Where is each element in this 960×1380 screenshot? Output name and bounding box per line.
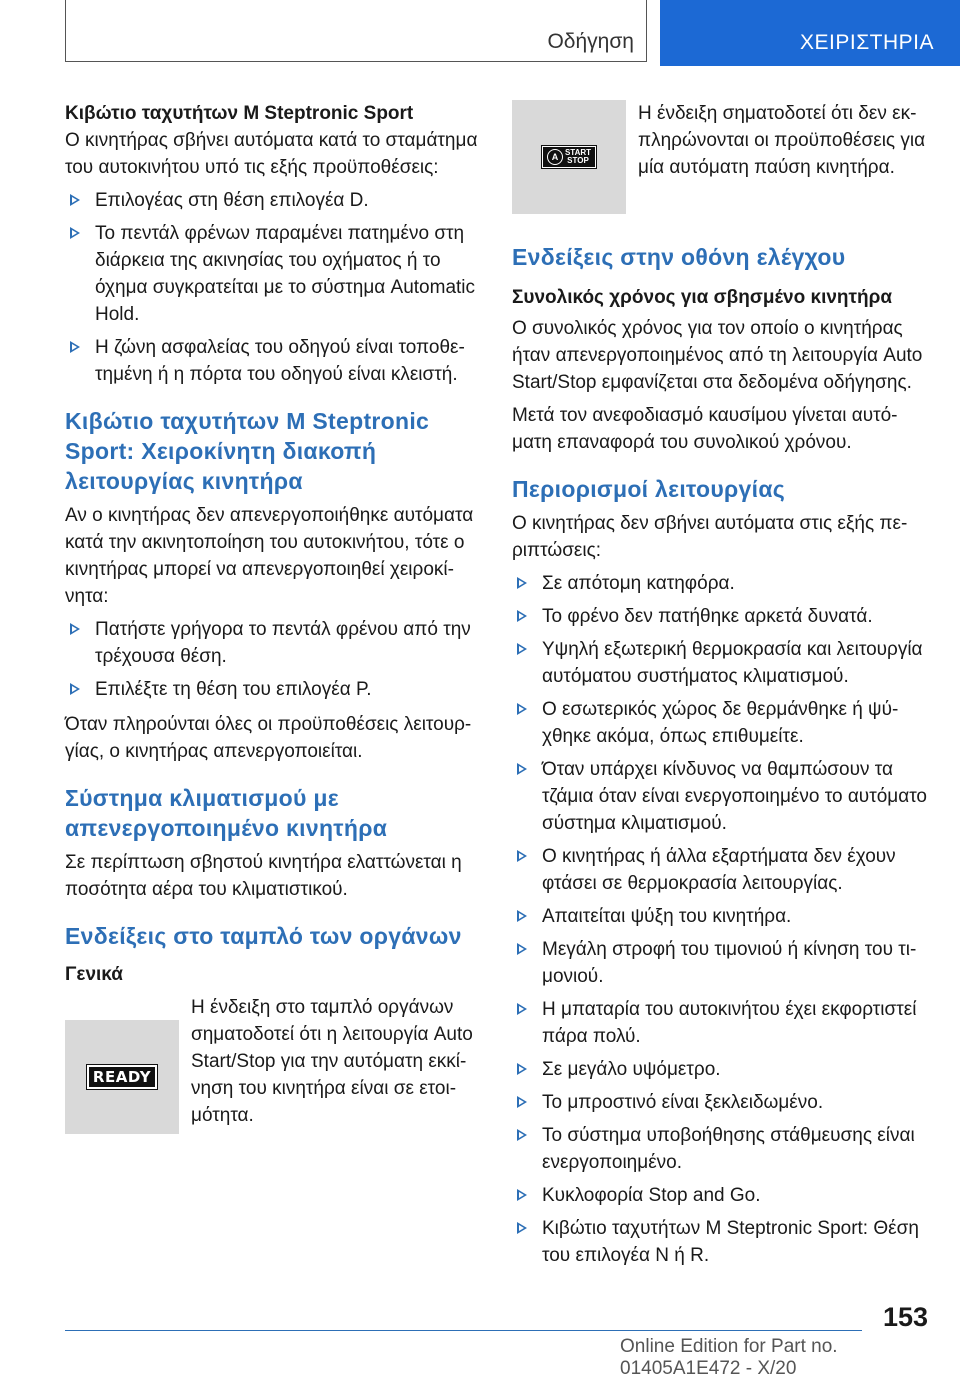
bullet-triangle-icon (517, 850, 527, 862)
heading-limitations: Περιορισμοί λειτουργίας (512, 476, 786, 502)
list-item: Η μπαταρία του αυτοκινήτου έχει εκφορτιστεί πάρα πολύ. (512, 996, 930, 1050)
list-item: Κυκλοφορία Stop and Go. (512, 1182, 930, 1209)
list-item: Όταν υπάρχει κίνδυνος να θαμπώσουν τα τζάμια όταν είναι ενεργοποιημένο το αυτόματο σύστημα κλιματισμού. (512, 756, 930, 837)
bullet-triangle-icon (517, 1129, 527, 1141)
list-item: Το φρένο δεν πατήθηκε αρκετά δυνατά. (512, 603, 930, 630)
autostop-figure-row (512, 100, 930, 214)
chapter-tab-label: ΧΕΙΡΙΣΤΗΡΙΑ (800, 31, 935, 54)
left-column (65, 100, 483, 1134)
subheading-total-time: Συνολικός χρόνος για σβησμένο κινητήρα (512, 287, 893, 308)
list-item: Το μπροστινό είναι ξεκλειδωμένο. (512, 1089, 930, 1116)
list-item: Κιβώτιο ταχυτήτων M Steptronic Sport: Θέση του επιλογέα N ή R. (512, 1215, 930, 1269)
bullet-triangle-icon (517, 1096, 527, 1108)
list-item: Επιλογέας στη θέση επιλογέα D. (65, 187, 483, 214)
bullet-triangle-icon (70, 683, 80, 695)
paragraph: Ο συνολικός χρόνος για τον οποίο ο κινητήρας ήταν απενεργοποιημένος από τη λειτουργία Auto Start/Stop εμφανίζεται στα δεδομένα οδήγησης. (512, 318, 923, 393)
heading-climate: Σύστημα κλιματισμού με απενεργοποιημένο κινητήρα (65, 785, 388, 841)
paragraph: Σε περίπτωση σβηστού κινητήρα ελαττώνεται η ποσότητα αέρα του κλιματιστικού. (65, 852, 462, 900)
footer-divider (65, 1330, 862, 1331)
bullet-triangle-icon (70, 194, 80, 206)
list-item: Η ζώνη ασφαλείας του οδηγού είναι τοποθετημένη ή η πόρτα του οδηγού είναι κλειστή. (65, 334, 483, 388)
subheading-steptronic: Κιβώτιο ταχυτήτων M Steptronic Sport (65, 103, 414, 124)
list-item: Σε μεγάλο υψόμετρο. (512, 1056, 930, 1083)
bullet-triangle-icon (517, 1063, 527, 1075)
heading-control-display: Ενδείξεις στην οθόνη ελέγχου (512, 244, 846, 270)
section-title: Οδήγηση (547, 30, 634, 53)
header-section-box (65, 0, 647, 62)
ready-figure-row (65, 994, 483, 1134)
bullet-triangle-icon (517, 577, 527, 589)
bullet-triangle-icon (517, 1003, 527, 1015)
condition-list (65, 187, 483, 388)
heading-manual-stop: Κιβώτιο ταχυτήτων M Steptronic Sport: Χειροκίνητη διακοπή λειτουργίας κινητήρα (65, 408, 430, 494)
paragraph: Όταν πληρούνται όλες οι προϋποθέσεις λειτουργίας, ο κινητήρας απενεργοποιείται. (65, 714, 472, 762)
list-item: Το πεντάλ φρένων παραμένει πατημένο στη διάρκεια της ακινησίας του οχήματος ή το όχημα συγκρατείται με το σύστημα Automatic Hold. (65, 220, 483, 328)
bullet-triangle-icon (517, 643, 527, 655)
list-item: Σε απότομη κατηφόρα. (512, 570, 930, 597)
list-item: Ο κινητήρας ή άλλα εξαρτήματα δεν έχουν φτάσει σε θερμοκρασία λειτουργίας. (512, 843, 930, 897)
list-item: Απαιτείται ψύξη του κινητήρα. (512, 903, 930, 930)
edition-info: Online Edition for Part no. 01405A1E472 - X/20 (620, 1336, 838, 1379)
paragraph: Ο κινητήρας σβήνει αυτόματα κατά το σταμάτημα του αυτοκινήτου υπό τις εξής προϋποθέσεις: (65, 130, 478, 178)
bullet-triangle-icon (517, 763, 527, 775)
bullet-triangle-icon (517, 910, 527, 922)
list-item: Επιλέξτε τη θέση του επιλογέα P. (65, 676, 483, 703)
bullet-triangle-icon (517, 610, 527, 622)
figure-caption: Η ένδειξη σηματοδοτεί ότι δεν εκπληρώνονται οι προϋποθέσεις για μία αυτόματη παύση κινητήρα. (638, 103, 926, 178)
ready-indicator-image (65, 1020, 179, 1134)
bullet-triangle-icon (70, 623, 80, 635)
paragraph: Μετά τον ανεφοδιασμό καυσίμου γίνεται αυτόματη επαναφορά του συνολικού χρόνου. (512, 405, 898, 453)
bullet-triangle-icon (70, 341, 80, 353)
ready-badge: READY (87, 1065, 157, 1089)
limitations-list (512, 570, 930, 1269)
heading-instrument-cluster: Ενδείξεις στο ταμπλό των οργάνων (65, 923, 462, 949)
list-item: Πατήστε γρήγορα το πεντάλ φρένου από την τρέχουσα θέση. (65, 616, 483, 670)
list-item: Ο εσωτερικός χώρος δε θερμάνθηκε ή ψύχθηκε ακόμα, όπως επιθυμείτε. (512, 696, 930, 750)
bullet-triangle-icon (70, 227, 80, 239)
bullet-triangle-icon (517, 943, 527, 955)
auto-start-stop-icon: A START STOP (542, 146, 596, 168)
bullet-triangle-icon (517, 1189, 527, 1201)
manual-stop-list (65, 616, 483, 703)
list-item: Υψηλή εξωτερική θερμοκρασία και λειτουργία αυτόματου συστήματος κλιματισμού. (512, 636, 930, 690)
paragraph: Ο κινητήρας δεν σβήνει αυτόματα στις εξής περιπτώσεις: (512, 513, 908, 561)
right-column (512, 100, 930, 1277)
bullet-triangle-icon (517, 1222, 527, 1234)
autostop-indicator-image (512, 100, 626, 214)
figure-caption: Η ένδειξη στο ταμπλό οργάνων σηματοδοτεί ότι η λειτουργία Auto Start/Stop για την αυτόματη εκκίνηση του κινητήρα είναι σε ετοιμότητα. (191, 997, 473, 1126)
subheading-general: Γενικά (65, 964, 123, 985)
bullet-triangle-icon (517, 703, 527, 715)
page-number: 153 (882, 1302, 928, 1332)
chapter-tab[interactable] (660, 0, 960, 66)
list-item: Μεγάλη στροφή του τιμονιού ή κίνηση του τιμονιού. (512, 936, 930, 990)
paragraph: Αν ο κινητήρας δεν απενεργοποιήθηκε αυτόματα κατά την ακινητοποίηση του αυτοκινήτου, τότε ο κινητήρας μπορεί να απενεργοποιηθεί χειροκίνητα: (65, 505, 474, 607)
list-item: Το σύστημα υποβοήθησης στάθμευσης είναι ενεργοποιημένο. (512, 1122, 930, 1176)
